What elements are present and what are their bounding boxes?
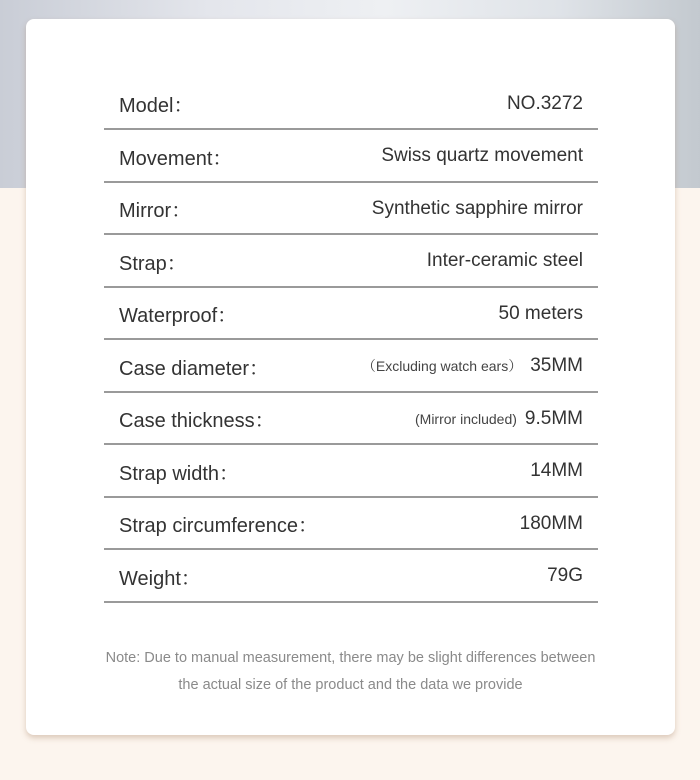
spec-card: [26, 19, 675, 735]
spec-value-group: [427, 250, 583, 272]
spec-label: Strap circumference：: [119, 515, 318, 537]
spec-row: [104, 499, 598, 550]
spec-row: [104, 184, 598, 235]
spec-value-group: [362, 355, 583, 377]
spec-label: Model：: [119, 95, 194, 117]
spec-value: Inter-ceramic steel: [426, 250, 583, 271]
spec-row: [104, 552, 598, 603]
spec-label: Strap width：: [119, 462, 240, 485]
note-line-2: the actual size of the product and the data we provide: [178, 677, 523, 693]
spec-label: Weight：: [119, 567, 201, 590]
spec-value: 9.5MM: [524, 407, 583, 429]
spec-value: Synthetic sapphire mirror: [371, 197, 583, 219]
spec-row: [104, 132, 598, 183]
spec-value-group: [415, 408, 583, 430]
spec-row: [104, 342, 598, 393]
spec-label: Case thickness：: [119, 410, 275, 432]
measurement-note: [26, 645, 675, 699]
spec-value: NO.3272: [506, 92, 583, 114]
spec-row: [104, 237, 598, 288]
spec-value-group: [547, 565, 583, 587]
spec-row: [104, 447, 598, 498]
spec-value-group: [499, 303, 583, 325]
spec-value: 50 meters: [498, 302, 583, 324]
spec-row: [104, 394, 598, 445]
spec-label: Strap：: [119, 252, 187, 275]
spec-value-group: [507, 93, 583, 115]
spec-label: Waterproof：: [119, 305, 238, 327]
note-line-1: Note: Due to manual measurement, there may be slight differences between: [105, 650, 596, 666]
spec-value-group: [381, 145, 583, 167]
spec-value-group: [372, 198, 583, 220]
spec-note: (Mirror included): [415, 410, 517, 427]
spec-row: [104, 79, 598, 130]
spec-label: Movement：: [119, 147, 233, 170]
spec-value-group: [520, 513, 583, 535]
spec-value: 180MM: [519, 512, 583, 534]
spec-label: Mirror：: [119, 200, 192, 222]
spec-label: Case diameter：: [119, 357, 270, 380]
spec-row: [104, 289, 598, 340]
spec-value: 79G: [547, 565, 583, 586]
spec-note: （Excluding watch ears）: [361, 358, 523, 374]
spec-value: 14MM: [530, 460, 583, 481]
spec-value-group: [530, 460, 583, 482]
spec-value: 35MM: [530, 355, 583, 376]
spec-value: Swiss quartz movement: [381, 145, 583, 166]
